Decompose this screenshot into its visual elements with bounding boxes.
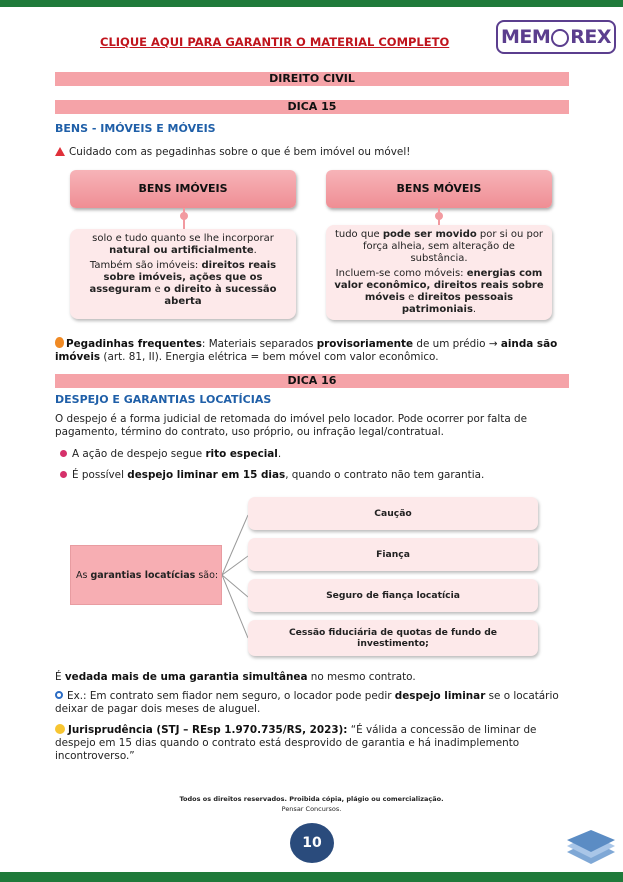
garantia-seguro-fianca: Seguro de fiança locatícia	[248, 579, 538, 612]
bullet-rito-especial: A ação de despejo segue rito especial.	[60, 448, 575, 461]
exemplo-paragraph: Ex.: Em contrato sem fiador nem seguro, o locador pode pedir despejo liminar se o locatário deixar de pagar dois meses de aluguel.	[55, 690, 559, 715]
bens-imoveis-body	[70, 229, 296, 319]
jurisprudencia-paragraph: Jurisprudência (STJ – REsp 1.970.735/RS, 2023): “É válida a concessão de liminar de despejo em 15 dias quando o contrato está desprovido de garantia e há inadimplemento incontroverso.”	[55, 724, 537, 762]
logo-text-left: MEM	[500, 26, 551, 48]
dica15-warning	[55, 146, 570, 159]
sun-icon	[55, 724, 65, 734]
memorex-logo	[496, 20, 616, 54]
pin-icon	[60, 450, 67, 457]
vedada-paragraph: É vedada mais de uma garantia simultânea no mesmo contrato.	[55, 671, 416, 683]
moveis-line2: Incluem-se como móveis: energias com valor econômico, direitos reais sobre móveis e direitos pessoais patrimoniais.	[334, 268, 544, 315]
flame-icon	[55, 337, 64, 348]
promo-link[interactable]: CLIQUE AQUI PARA GARANTIR O MATERIAL COMPLETO	[100, 35, 450, 49]
lightbulb-icon	[551, 29, 569, 47]
bens-imoveis-title: BENS IMÓVEIS	[70, 170, 296, 208]
garantia-cessao-fiduciaria: Cessão fiduciária de quotas de fundo de investimento;	[248, 620, 538, 656]
logo-text-right: REX	[570, 26, 612, 48]
pegadinha-paragraph: Pegadinhas frequentes: Materiais separados provisoriamente de um prédio → ainda são imóveis (art. 81, II). Energia elétrica = bem móvel com valor econômico.	[55, 338, 558, 363]
warning-icon	[55, 147, 65, 156]
books-stack-icon	[565, 830, 617, 864]
bens-moveis-title: BENS MÓVEIS	[326, 170, 552, 208]
dica15-band: DICA 15	[55, 100, 569, 114]
pin-icon	[60, 471, 67, 478]
top-white-stripe	[0, 7, 623, 10]
despejo-intro: O despejo é a forma judicial de retomada do imóvel pelo locador. Pode ocorrer por falta de pagamento, término do contrato, uso próprio, ou infração legal/contratual.	[55, 413, 528, 438]
page-number: 10	[290, 823, 334, 863]
bens-moveis-body	[326, 225, 552, 320]
footer-brand: Pensar Concursos.	[281, 805, 342, 813]
connector-dot-imoveis	[180, 212, 188, 220]
footer-rights: Todos os direitos reservados. Proibida cópia, plágio ou comercialização.	[179, 795, 444, 803]
bottom-green-bar	[0, 872, 623, 882]
dica16-band: DICA 16	[55, 374, 569, 388]
connector-dot-moveis	[435, 212, 443, 220]
bullet-despejo-liminar: É possível despejo liminar em 15 dias, quando o contrato não tem garantia.	[60, 469, 575, 482]
top-green-bar	[0, 0, 623, 7]
garantia-fianca: Fiança	[248, 538, 538, 571]
moveis-line1: tudo que pode ser movido por si ou por força alheia, sem alteração de substância.	[334, 229, 544, 264]
magnifier-icon	[55, 691, 63, 699]
imoveis-line2: Também são imóveis: direitos reais sobre imóveis, ações que os asseguram e o direito à sucessão aberta	[89, 260, 277, 307]
garantia-caucao: Caução	[248, 497, 538, 530]
garantias-label-box: As garantias locatícias são:	[70, 545, 222, 605]
dica15-heading: BENS - IMÓVEIS E MÓVEIS	[55, 122, 216, 135]
imoveis-line1: solo e tudo quanto se lhe incorporar natural ou artificialmente.	[92, 233, 274, 256]
dica16-heading: DESPEJO E GARANTIAS LOCATÍCIAS	[55, 393, 272, 406]
warning-text: Cuidado com as pegadinhas sobre o que é bem imóvel ou móvel!	[69, 146, 411, 158]
section-title-band: DIREITO CIVIL	[55, 72, 569, 86]
